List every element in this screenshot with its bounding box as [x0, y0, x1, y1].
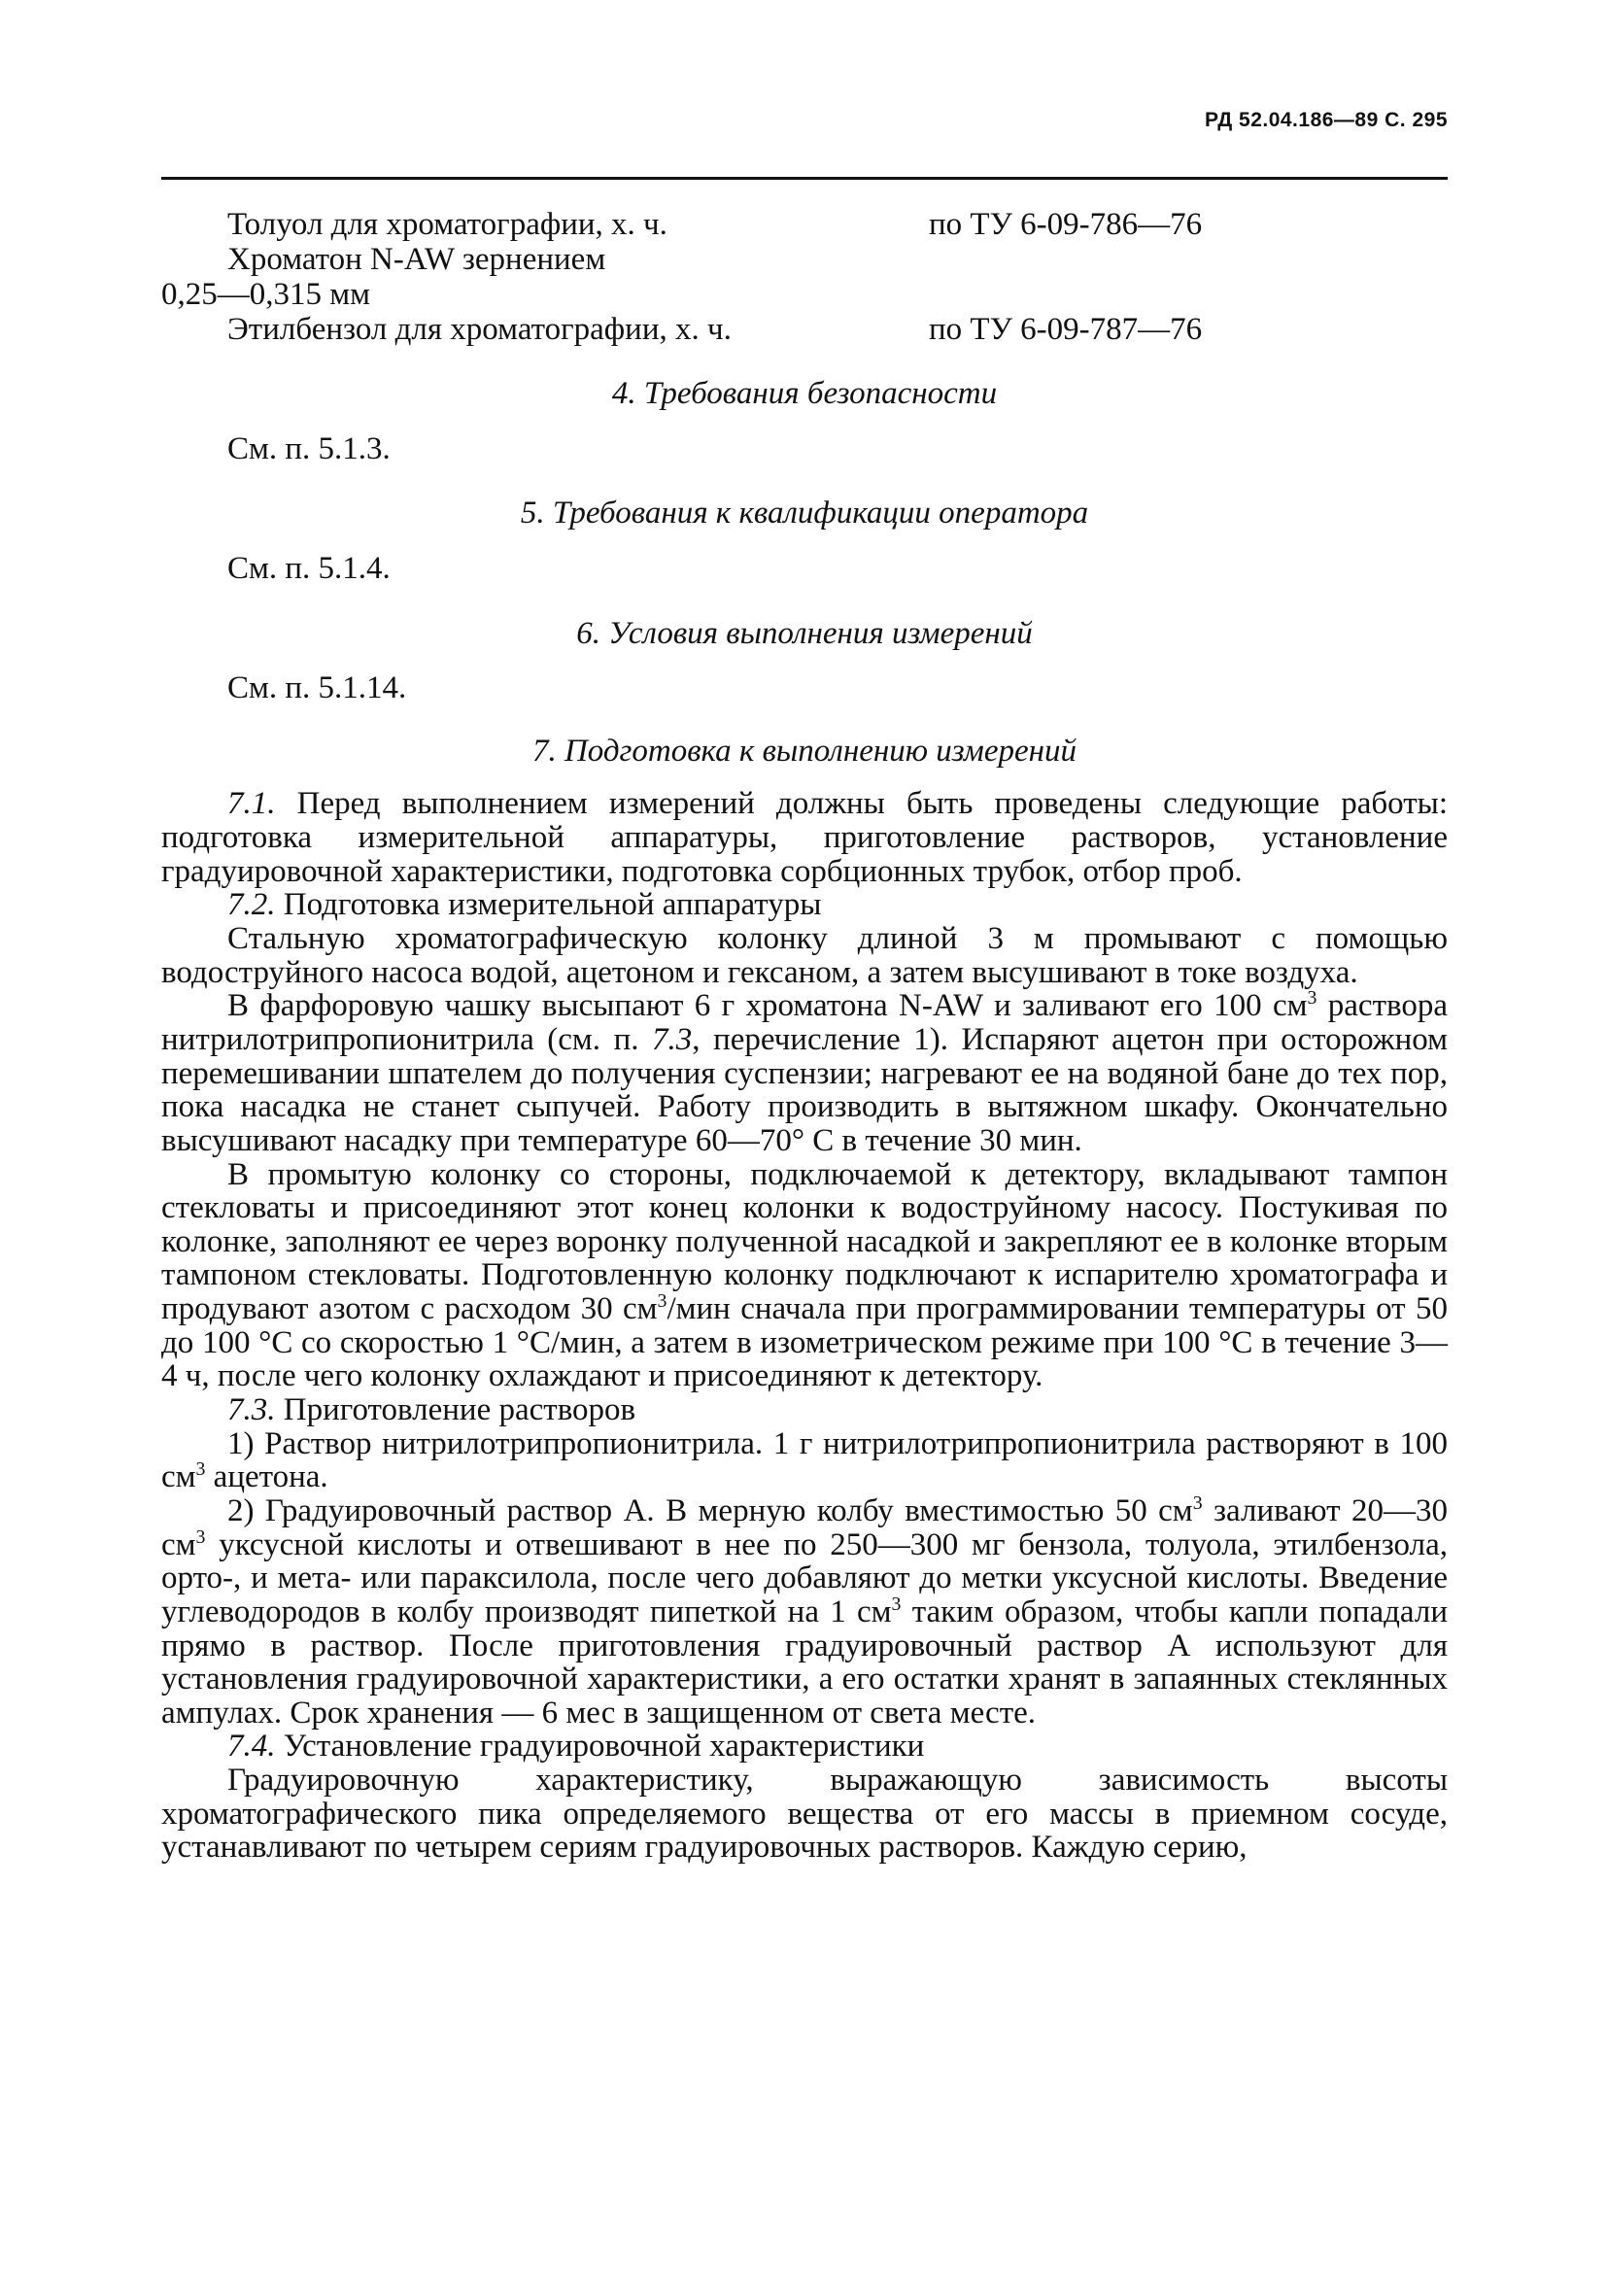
text-run: ацетона.: [205, 1459, 328, 1495]
section-4-title: 4. Требования безопасности: [611, 376, 998, 411]
text-run: /мин сначала при программировании температуры от 50 до 100 °С со скоростью 1 °С/мин, а затем в изометрическом режиме при 100 °С в течение 3—4 ч, после чего колонку охлаждают и присоединяют к детектору.: [161, 1291, 1448, 1394]
material-row: [161, 313, 1448, 348]
section-6-ref: См. п. 5.1.14.: [227, 670, 407, 706]
material-spec: по ТУ 6-09-787—76: [929, 312, 1203, 347]
text-run: 2) Градуировочный раствор А. В мерную колбу вместимостью 50 см: [227, 1492, 1193, 1528]
materials-list: [161, 208, 1448, 348]
subheading-7-3: [161, 1393, 1448, 1427]
paragraph-text: Перед выполнением измерений должны быть проведены следующие работы: подготовка измерительной аппаратуры, приготовление растворов, установление градуировочной характеристики, подготовка сорбционных трубок, отбор проб.: [161, 786, 1448, 889]
section-6-title: 6. Условия выполнения измерений: [576, 615, 1033, 651]
superscript: 3: [195, 1525, 206, 1548]
material-spec: [929, 243, 1448, 278]
superscript: 3: [891, 1593, 902, 1615]
text-run: В фарфоровую чашку высыпают 6 г хроматона N-AW и заливают его 100 см: [227, 988, 1308, 1024]
text-run: раствора нитрилотрипропионитрила (см. п.: [161, 988, 1448, 1057]
text-run: уксусной кислоты и отвешивают в нее по 250—300 мг бензола, толуола, этилбензола, орто-, и мета- или параксилола, после чего добавляют до метки уксусной кислоты. Введение углеводородов в колбу производят пипеткой на 1 см: [161, 1526, 1448, 1629]
text-run: таким образом, чтобы капли попадали прямо в раствор. После приготовления градуировочный раствор А используют для установления градуировочной характеристики, а его остатки хранят в запаянных стеклянных ампулах. Срок хранения — 6 мес в защищенном от света месте.: [161, 1593, 1448, 1731]
section-7-title: 7. Подготовка к выполнению измерений: [531, 733, 1077, 769]
page-content: [161, 208, 1448, 1865]
material-row: [161, 208, 1448, 243]
material-name: Хроматон N-AW зернением: [227, 242, 606, 277]
superscript: 3: [195, 1458, 206, 1481]
subheading-7-2: [161, 888, 1448, 922]
subheading-text: Установление градуировочной характеристики: [275, 1729, 925, 1765]
subheading-7-4: [161, 1730, 1448, 1764]
paragraph: [161, 1158, 1448, 1393]
subheading-text: Приготовление растворов: [275, 1392, 636, 1428]
material-spec: по ТУ 6-09-786—76: [929, 207, 1203, 242]
paragraph-7-1: [161, 787, 1448, 888]
material-row: [161, 243, 1448, 278]
subheading-text: Подготовка измерительной аппаратуры: [275, 887, 822, 923]
superscript: 3: [657, 1290, 667, 1313]
superscript: 3: [1307, 987, 1317, 1010]
text-run: 1) Раствор нитрилотрипропионитрила. 1 г нитрилотрипропионитрила растворяют в 100 см: [161, 1425, 1448, 1495]
superscript: 3: [1192, 1492, 1203, 1515]
material-name-continuation: 0,25—0,315 мм: [161, 277, 371, 312]
cross-reference: 7.3: [652, 1021, 693, 1057]
list-item-2: [161, 1494, 1448, 1730]
section-4-ref: См. п. 5.1.3.: [227, 430, 391, 466]
clause-number: 7.3.: [227, 1392, 276, 1428]
material-name: Этилбензол для хроматографии, х. ч.: [227, 312, 732, 347]
list-item-1: [161, 1427, 1448, 1494]
section-5-ref: См. п. 5.1.4.: [227, 550, 391, 586]
paragraph: Стальную хроматографическую колонку длиной 3 м промывают с помощью водоструйного насоса водой, ацетоном и гексаном, а затем высушивают в токе воздуха.: [161, 921, 1448, 990]
clause-number: 7.4.: [227, 1729, 276, 1765]
clause-number: 7.2.: [227, 887, 276, 923]
clause-number: 7.1.: [227, 786, 276, 822]
header-rule: [161, 177, 1448, 180]
text-run: , перечисление 1). Испаряют ацетон при осторожном перемешивании шпателем до получения суспензии; нагревают ее на водяной бане до тех пор, пока насадка не станет сыпучей. Работу производить в вытяжном шкафу. Окончательно высушивают насадку при температуре 60—70° С в течение 30 мин.: [161, 1021, 1449, 1158]
text-run: В промытую колонку со стороны, подключаемой к детектору, вкладывают тампон стекловаты и присоединяют этот конец колонки к водоструйному насосу. Постукивая по колонке, заполняют ее через воронку полученной насадкой и закрепляют ее в колонке вторым тампоном стекловаты. Подготовленную колонку подключают к испарителю хроматографа и продувают азотом с расходом 30 см: [161, 1156, 1448, 1327]
section-5-title: 5. Требования к квалификации оператора: [520, 496, 1089, 531]
page-header: РД 52.04.186—89 С. 295: [1205, 109, 1448, 131]
material-name: Толуол для хроматографии, х. ч.: [227, 207, 667, 242]
paragraph: Градуировочную характеристику, выражающую зависимость высоты хроматографического пика определяемого вещества от его массы в приемном сосуде, устанавливают по четырем сериям градуировочных растворов. Каждую серию,: [161, 1763, 1448, 1866]
paragraph: [161, 989, 1448, 1157]
text-run: заливают 20—30 см: [161, 1492, 1448, 1562]
